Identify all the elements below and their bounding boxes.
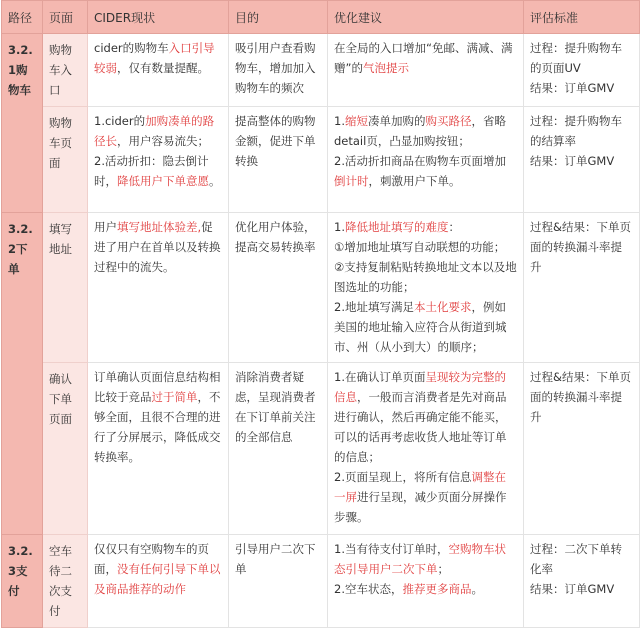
text-segment: ：	[448, 220, 460, 234]
text-segment: 用户	[94, 220, 117, 234]
goal-cell: 引导用户二次下单	[229, 535, 328, 628]
text-segment: ①增加地址填写自动联想的功能；	[334, 240, 506, 254]
optimization-table	[1, 0, 640, 628]
text-segment: 2.活动折扣商品在购物车页面增加	[334, 154, 506, 168]
highlight-text: 缩短	[344, 114, 368, 128]
suggestion-cell	[328, 535, 524, 628]
goal-cell: 提高整体的购物金额，促进下单转换	[229, 107, 328, 213]
text-segment: 仅仅只有空购物车的页面，	[94, 542, 209, 576]
metric-line: 结果：订单GMV	[530, 582, 615, 596]
goal-cell: 消除消费者疑虑，呈现消费者在下订单前关注的全部信息	[229, 363, 328, 535]
highlight-text: 倒计时	[334, 174, 369, 188]
page-cell: 购物车页面	[43, 107, 88, 213]
text-segment: 1.cider的	[94, 114, 146, 128]
highlight-text: 空购物车状态引导用户二次下单	[334, 542, 506, 576]
suggestion-cell	[328, 107, 524, 213]
metric-cell	[524, 107, 640, 213]
metric-cell	[524, 34, 640, 107]
text-segment: 订单确认页面信息结构相比较于竞品	[94, 370, 221, 404]
page-cell: 购物车入口	[43, 34, 88, 107]
section-cell: 3.2.3支付	[2, 535, 43, 628]
text-segment: ，用户容易流失；	[117, 134, 209, 148]
header-status: CIDER现状	[88, 1, 229, 34]
text-segment: 在全局的入口增加“免邮、满减、满赠”的	[334, 41, 513, 75]
status-cell	[88, 363, 229, 535]
metric-line: 过程：提升购物车的结算率	[530, 114, 622, 148]
header-row	[2, 1, 640, 34]
text-segment: 。	[209, 174, 221, 188]
text-segment: 1.	[334, 220, 345, 234]
text-segment: 。	[471, 582, 483, 596]
text-segment: 2.页面呈现上，将所有信息	[334, 470, 472, 484]
highlight-text: 推荐更多商品	[402, 582, 472, 596]
highlight-text: 气泡提示	[362, 61, 409, 75]
highlight-text: 调整在一屏	[334, 470, 506, 504]
text-segment: ，例如美国的地址输入应符合从街道到城市、州（从小到大）的顺序；	[334, 300, 507, 354]
page-cell: 填写地址	[43, 213, 88, 363]
metric-line: 过程：提升购物车的页面UV	[530, 41, 622, 75]
header-metric: 评估标准	[524, 1, 640, 34]
goal-cell: 吸引用户查看购物车，增加加入购物车的频次	[229, 34, 328, 107]
text-segment: 2.活动折扣：隐去倒计时，	[94, 154, 209, 188]
text-segment: ，省略detail页，凸显加购按钮；	[334, 114, 506, 148]
table-row	[2, 34, 640, 107]
highlight-text: 过于简单	[151, 390, 198, 404]
table-row	[2, 213, 640, 363]
highlight-text: 填写地址体验差,	[117, 220, 202, 234]
text-segment: 2.空车状态，	[334, 582, 403, 596]
text-segment: ，刺激用户下单。	[368, 174, 461, 188]
text-segment: ②支持复制粘贴转换地址文本以及地图选址的功能；	[334, 260, 517, 294]
suggestion-cell	[328, 213, 524, 363]
highlight-text: 呈现较为完整的信息	[334, 370, 506, 404]
text-segment: ；	[437, 562, 449, 576]
text-segment: 1.在确认订单页面	[334, 370, 426, 384]
highlight-text: 降低用户下单意愿	[117, 174, 209, 188]
header-page: 页面	[43, 1, 88, 34]
status-cell	[88, 34, 229, 107]
highlight-text: 加购凑单的路径长	[94, 114, 215, 148]
text-segment: ，不够全面，且很不合理的进行了分屏展示，降低成交转换率。	[94, 390, 221, 464]
metric-line: 过程&结果：下单页面的转换漏斗率提升	[530, 370, 631, 424]
metric-line: 过程&结果：下单页面的转换漏斗率提升	[530, 220, 631, 274]
section-cell: 3.2.1购物车	[2, 34, 43, 213]
metric-cell	[524, 213, 640, 363]
header-suggestion: 优化建议	[328, 1, 524, 34]
suggestion-cell	[328, 363, 524, 535]
header-path: 路径	[2, 1, 43, 34]
page-cell: 确认下单页面	[43, 363, 88, 535]
highlight-text: 购买路径	[425, 114, 472, 128]
text-segment: ，仅有数量提醒。	[117, 61, 209, 75]
goal-cell: 优化用户体验，提高交易转换率	[229, 213, 328, 363]
metric-line: 结果：订单GMV	[530, 81, 615, 95]
suggestion-cell	[328, 34, 524, 107]
status-cell	[88, 535, 229, 628]
page-cell: 空车待二次支付	[43, 535, 88, 628]
status-cell	[88, 107, 229, 213]
highlight-text: 本土化要求	[413, 300, 472, 314]
highlight-text: 没有任何引导下单以及商品推荐的动作	[94, 562, 221, 596]
text-segment: 凑单加购的	[367, 114, 426, 128]
text-segment: 进行呈现，减少页面分屏操作步骤。	[334, 490, 507, 524]
text-segment: 1.当有待支付订单时，	[334, 542, 449, 556]
table-row	[2, 535, 640, 628]
highlight-text: 降低地址填写的难度	[344, 220, 449, 234]
text-segment: cider的购物车	[94, 41, 169, 55]
text-segment: 1.	[334, 114, 345, 128]
text-segment: ，一般而言消费者是先对商品进行确认，然后再确定能不能买，可以的话再考虑收货人地址等订单的信息；	[334, 390, 507, 464]
status-cell	[88, 213, 229, 363]
metric-cell	[524, 535, 640, 628]
section-cell: 3.2.2下单	[2, 213, 43, 535]
metric-cell	[524, 363, 640, 535]
table-row	[2, 363, 640, 535]
highlight-text: 入口引导较弱	[94, 41, 215, 75]
text-segment: 促进了用户在首单以及转换过程中的流失。	[94, 220, 221, 274]
header-goal: 目的	[229, 1, 328, 34]
metric-line: 结果：订单GMV	[530, 154, 615, 168]
metric-line: 过程：二次下单转化率	[530, 542, 622, 576]
text-segment: 2.地址填写满足	[334, 300, 414, 314]
table-row	[2, 107, 640, 213]
